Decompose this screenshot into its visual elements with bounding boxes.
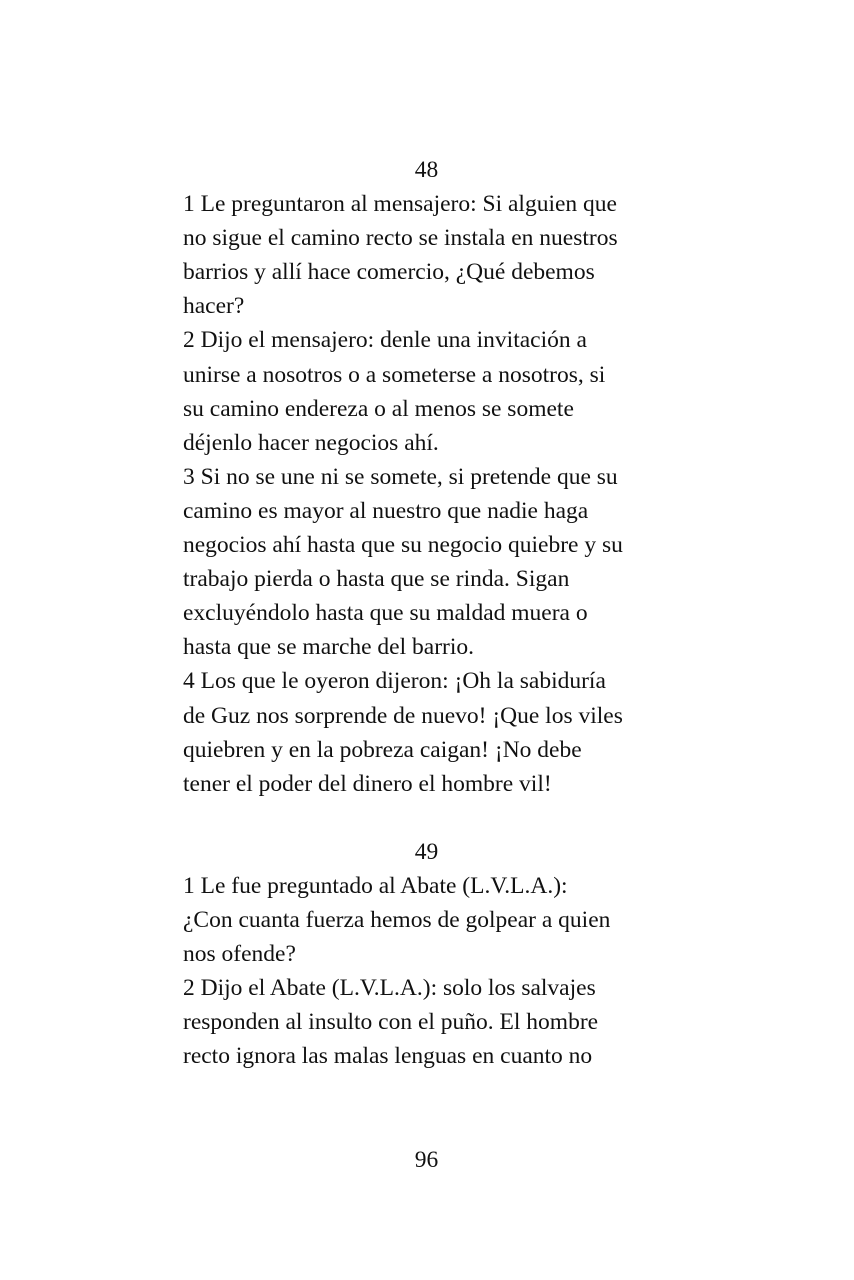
text-line: no sigue el camino recto se instala en nuestros xyxy=(183,225,618,252)
text-line: hacer? xyxy=(183,293,245,320)
text-line: nos ofende? xyxy=(183,941,296,968)
text-line: 1 Le preguntaron al mensajero: Si alguien que xyxy=(183,191,617,218)
text-line: 2 Dijo el Abate (L.V.L.A.): solo los salvajes xyxy=(183,975,596,1002)
text-line: déjenlo hacer negocios ahí. xyxy=(183,429,439,456)
text-line: quiebren y en la pobreza caigan! ¡No debe xyxy=(183,736,582,763)
chapter-number: 48 xyxy=(414,157,439,183)
text-line: de Guz nos sorprende de nuevo! ¡Que los viles xyxy=(183,702,623,729)
section-gap xyxy=(183,801,683,835)
text-line: 2 Dijo el mensajero: denle una invitación a xyxy=(183,327,587,354)
page-number: 96 xyxy=(414,1147,439,1173)
chapter-number: 49 xyxy=(414,838,439,865)
text-line: hasta que se marche del barrio. xyxy=(183,634,475,661)
text-line: barrios y allí hace comercio, ¿Qué debemos xyxy=(183,259,595,286)
text-line: ¿Con cuanta fuerza hemos de golpear a quien xyxy=(183,907,611,934)
text-line: 4 Los que le oyeron dijeron: ¡Oh la sabiduría xyxy=(183,668,606,695)
text-line: recto ignora las malas lenguas en cuanto no xyxy=(183,1043,593,1070)
text-line: tener el poder del dinero el hombre vil! xyxy=(183,770,552,797)
text-line: camino es mayor al nuestro que nadie haga xyxy=(183,497,589,524)
text-line: unirse a nosotros o a someterse a nosotros, si xyxy=(183,361,606,388)
page-text xyxy=(183,153,683,1074)
text-line: responden al insulto con el puño. El hombre xyxy=(183,1009,599,1036)
text-line: 3 Si no se une ni se somete, si pretende que su xyxy=(183,463,618,490)
text-line: negocios ahí hasta que su negocio quiebre y su xyxy=(183,532,623,559)
text-line: 1 Le fue preguntado al Abate (L.V.L.A.): xyxy=(183,872,568,899)
text-line: excluyéndolo hasta que su maldad muera o xyxy=(183,600,588,627)
text-line: su camino endereza o al menos se somete xyxy=(183,395,574,422)
text-line: trabajo pierda o hasta que se rinda. Sigan xyxy=(183,566,570,593)
